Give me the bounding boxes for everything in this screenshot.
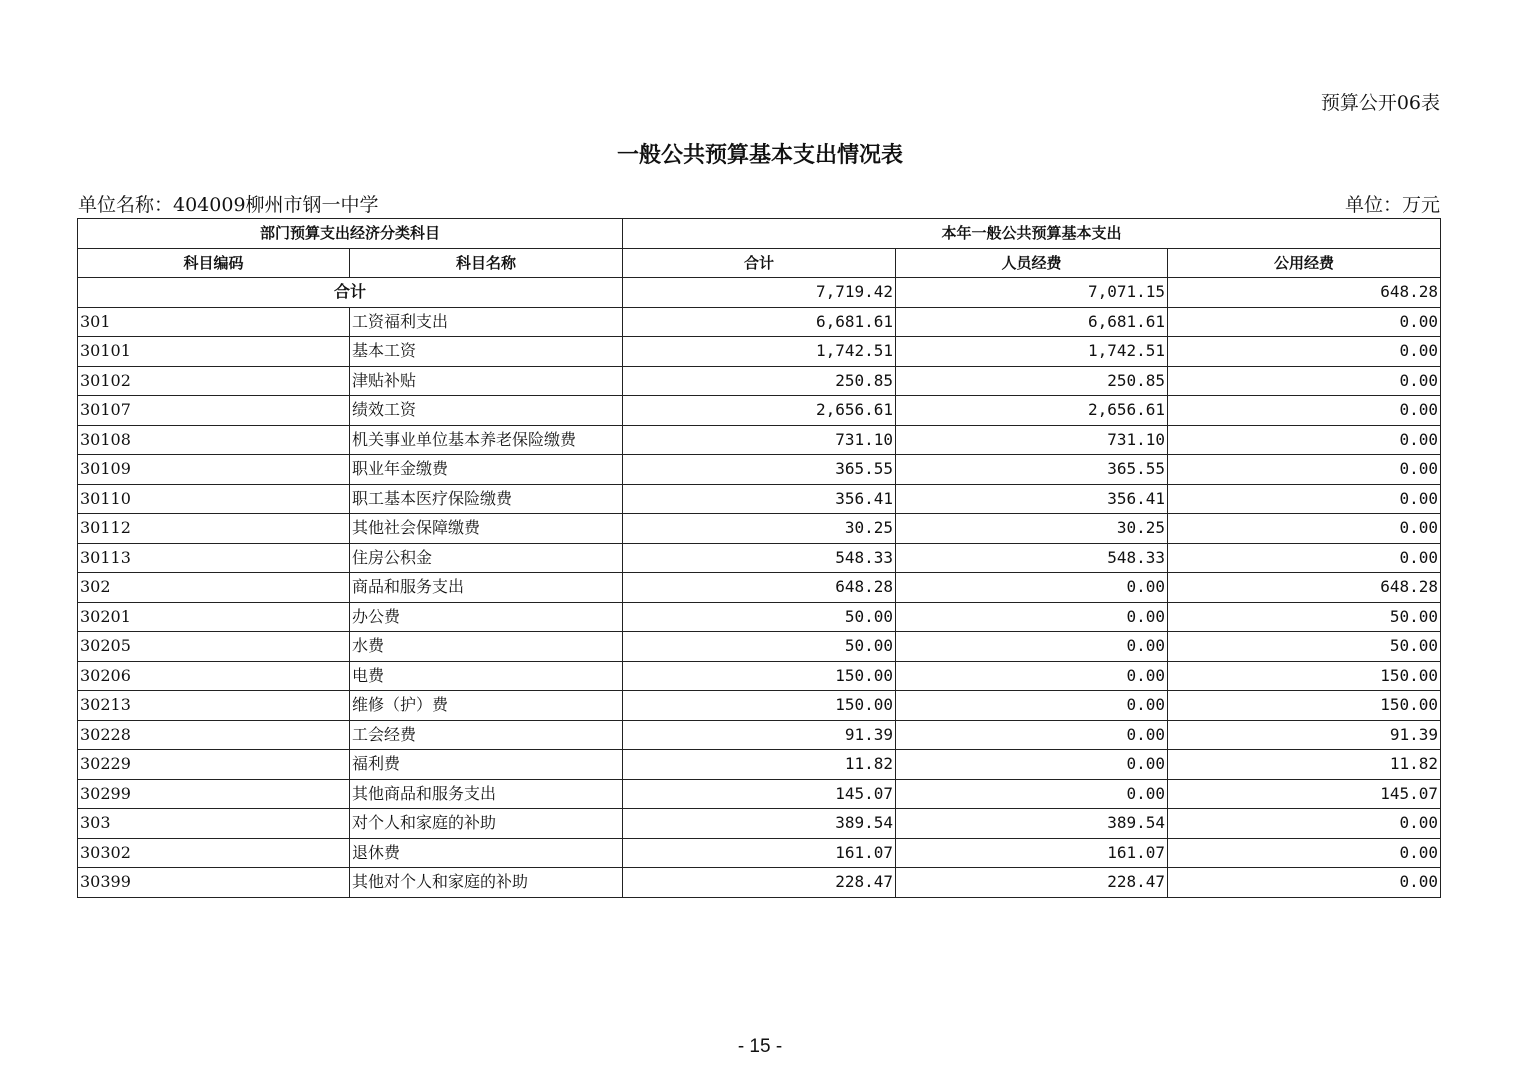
table-row: [78, 661, 1441, 691]
table-column-header-row: [78, 248, 1441, 278]
row-code: 303: [78, 809, 350, 839]
table-row: [78, 602, 1441, 632]
unit-name-label: 单位名称：404009柳州市钢一中学: [78, 194, 379, 216]
row-name: 绩效工资: [350, 396, 623, 426]
row-total: 11.82: [623, 750, 896, 780]
row-name: 水费: [350, 632, 623, 662]
currency-unit-label: 单位：万元: [1344, 194, 1440, 216]
row-personnel: 0.00: [896, 632, 1168, 662]
row-public: 50.00: [1168, 632, 1441, 662]
table-group-header-row: [78, 219, 1441, 249]
row-code: 302: [78, 573, 350, 603]
row-name: 其他对个人和家庭的补助: [350, 868, 623, 898]
row-total: 548.33: [623, 543, 896, 573]
row-personnel: 548.33: [896, 543, 1168, 573]
row-total: 648.28: [623, 573, 896, 603]
row-total: 145.07: [623, 779, 896, 809]
row-personnel: 0.00: [896, 750, 1168, 780]
row-personnel: 1,742.51: [896, 337, 1168, 367]
row-name: 其他社会保障缴费: [350, 514, 623, 544]
table-row: [78, 337, 1441, 367]
column-header-public: 公用经费: [1168, 248, 1441, 278]
row-code: 30399: [78, 868, 350, 898]
table-row: [78, 396, 1441, 426]
column-header-total: 合计: [623, 248, 896, 278]
row-total: 228.47: [623, 868, 896, 898]
row-code: 30229: [78, 750, 350, 780]
row-personnel: 0.00: [896, 602, 1168, 632]
row-code: 30213: [78, 691, 350, 721]
table-row: [78, 514, 1441, 544]
row-personnel: 228.47: [896, 868, 1168, 898]
row-public: 150.00: [1168, 691, 1441, 721]
row-public: 150.00: [1168, 661, 1441, 691]
row-total: 161.07: [623, 838, 896, 868]
table-row: [78, 307, 1441, 337]
row-code: 301: [78, 307, 350, 337]
table-row: [78, 484, 1441, 514]
row-public: 0.00: [1168, 514, 1441, 544]
row-personnel: 0.00: [896, 720, 1168, 750]
row-personnel: 250.85: [896, 366, 1168, 396]
row-public: 0.00: [1168, 337, 1441, 367]
row-code: 30205: [78, 632, 350, 662]
row-personnel: 356.41: [896, 484, 1168, 514]
table-row: [78, 455, 1441, 485]
row-name: 职业年金缴费: [350, 455, 623, 485]
column-header-name: 科目名称: [350, 248, 623, 278]
row-name: 津贴补贴: [350, 366, 623, 396]
row-name: 福利费: [350, 750, 623, 780]
group-header-classification: 部门预算支出经济分类科目: [78, 219, 623, 249]
row-personnel: 0.00: [896, 573, 1168, 603]
row-total: 731.10: [623, 425, 896, 455]
row-name: 住房公积金: [350, 543, 623, 573]
form-number: 预算公开06表: [1320, 92, 1440, 114]
column-header-personnel: 人员经费: [896, 248, 1168, 278]
row-name: 其他商品和服务支出: [350, 779, 623, 809]
row-code: 30206: [78, 661, 350, 691]
row-personnel: 365.55: [896, 455, 1168, 485]
row-code: 30109: [78, 455, 350, 485]
row-total: 356.41: [623, 484, 896, 514]
row-public: 0.00: [1168, 455, 1441, 485]
row-code: 30108: [78, 425, 350, 455]
total-row-public: 648.28: [1168, 278, 1441, 308]
row-personnel: 0.00: [896, 661, 1168, 691]
row-public: 91.39: [1168, 720, 1441, 750]
row-total: 250.85: [623, 366, 896, 396]
row-personnel: 0.00: [896, 779, 1168, 809]
row-total: 30.25: [623, 514, 896, 544]
row-name: 对个人和家庭的补助: [350, 809, 623, 839]
row-total: 6,681.61: [623, 307, 896, 337]
row-name: 电费: [350, 661, 623, 691]
row-code: 30302: [78, 838, 350, 868]
row-public: 0.00: [1168, 484, 1441, 514]
row-name: 退休费: [350, 838, 623, 868]
row-name: 工会经费: [350, 720, 623, 750]
budget-table: [77, 218, 1441, 898]
row-code: 30102: [78, 366, 350, 396]
page-title: 一般公共预算基本支出情况表: [616, 142, 903, 168]
row-code: 30228: [78, 720, 350, 750]
row-code: 30101: [78, 337, 350, 367]
column-header-code: 科目编码: [78, 248, 350, 278]
row-name: 机关事业单位基本养老保险缴费: [350, 425, 623, 455]
row-public: 0.00: [1168, 307, 1441, 337]
table-row: [78, 868, 1441, 898]
table-row: [78, 720, 1441, 750]
row-public: 0.00: [1168, 366, 1441, 396]
row-total: 50.00: [623, 602, 896, 632]
row-personnel: 161.07: [896, 838, 1168, 868]
row-code: 30110: [78, 484, 350, 514]
row-total: 50.00: [623, 632, 896, 662]
row-public: 0.00: [1168, 838, 1441, 868]
row-public: 11.82: [1168, 750, 1441, 780]
table-row: [78, 750, 1441, 780]
table-row: [78, 366, 1441, 396]
total-row: [78, 278, 1441, 308]
row-code: 30107: [78, 396, 350, 426]
row-code: 30112: [78, 514, 350, 544]
row-name: 职工基本医疗保险缴费: [350, 484, 623, 514]
row-total: 389.54: [623, 809, 896, 839]
row-total: 1,742.51: [623, 337, 896, 367]
row-name: 工资福利支出: [350, 307, 623, 337]
group-header-expenditure: 本年一般公共预算基本支出: [623, 219, 1441, 249]
table-row: [78, 838, 1441, 868]
row-public: 0.00: [1168, 543, 1441, 573]
row-code: 30113: [78, 543, 350, 573]
row-public: 0.00: [1168, 396, 1441, 426]
row-name: 基本工资: [350, 337, 623, 367]
row-name: 商品和服务支出: [350, 573, 623, 603]
row-total: 2,656.61: [623, 396, 896, 426]
table-row: [78, 691, 1441, 721]
table-row: [78, 543, 1441, 573]
row-public: 0.00: [1168, 809, 1441, 839]
row-total: 91.39: [623, 720, 896, 750]
row-personnel: 0.00: [896, 691, 1168, 721]
row-personnel: 389.54: [896, 809, 1168, 839]
row-name: 办公费: [350, 602, 623, 632]
table-row: [78, 779, 1441, 809]
row-personnel: 2,656.61: [896, 396, 1168, 426]
row-personnel: 731.10: [896, 425, 1168, 455]
row-personnel: 30.25: [896, 514, 1168, 544]
row-code: 30299: [78, 779, 350, 809]
row-public: 145.07: [1168, 779, 1441, 809]
row-name: 维修（护）费: [350, 691, 623, 721]
total-row-personnel: 7,071.15: [896, 278, 1168, 308]
row-public: 0.00: [1168, 425, 1441, 455]
table-row: [78, 632, 1441, 662]
total-row-label: 合计: [78, 278, 623, 308]
row-personnel: 6,681.61: [896, 307, 1168, 337]
table-body: [78, 278, 1441, 898]
total-row-total: 7,719.42: [623, 278, 896, 308]
row-public: 0.00: [1168, 868, 1441, 898]
row-total: 150.00: [623, 661, 896, 691]
row-public: 648.28: [1168, 573, 1441, 603]
row-total: 150.00: [623, 691, 896, 721]
row-total: 365.55: [623, 455, 896, 485]
row-public: 50.00: [1168, 602, 1441, 632]
table-row: [78, 809, 1441, 839]
page-number: - 15 -: [737, 1036, 783, 1057]
table-row: [78, 425, 1441, 455]
table-row: [78, 573, 1441, 603]
row-code: 30201: [78, 602, 350, 632]
